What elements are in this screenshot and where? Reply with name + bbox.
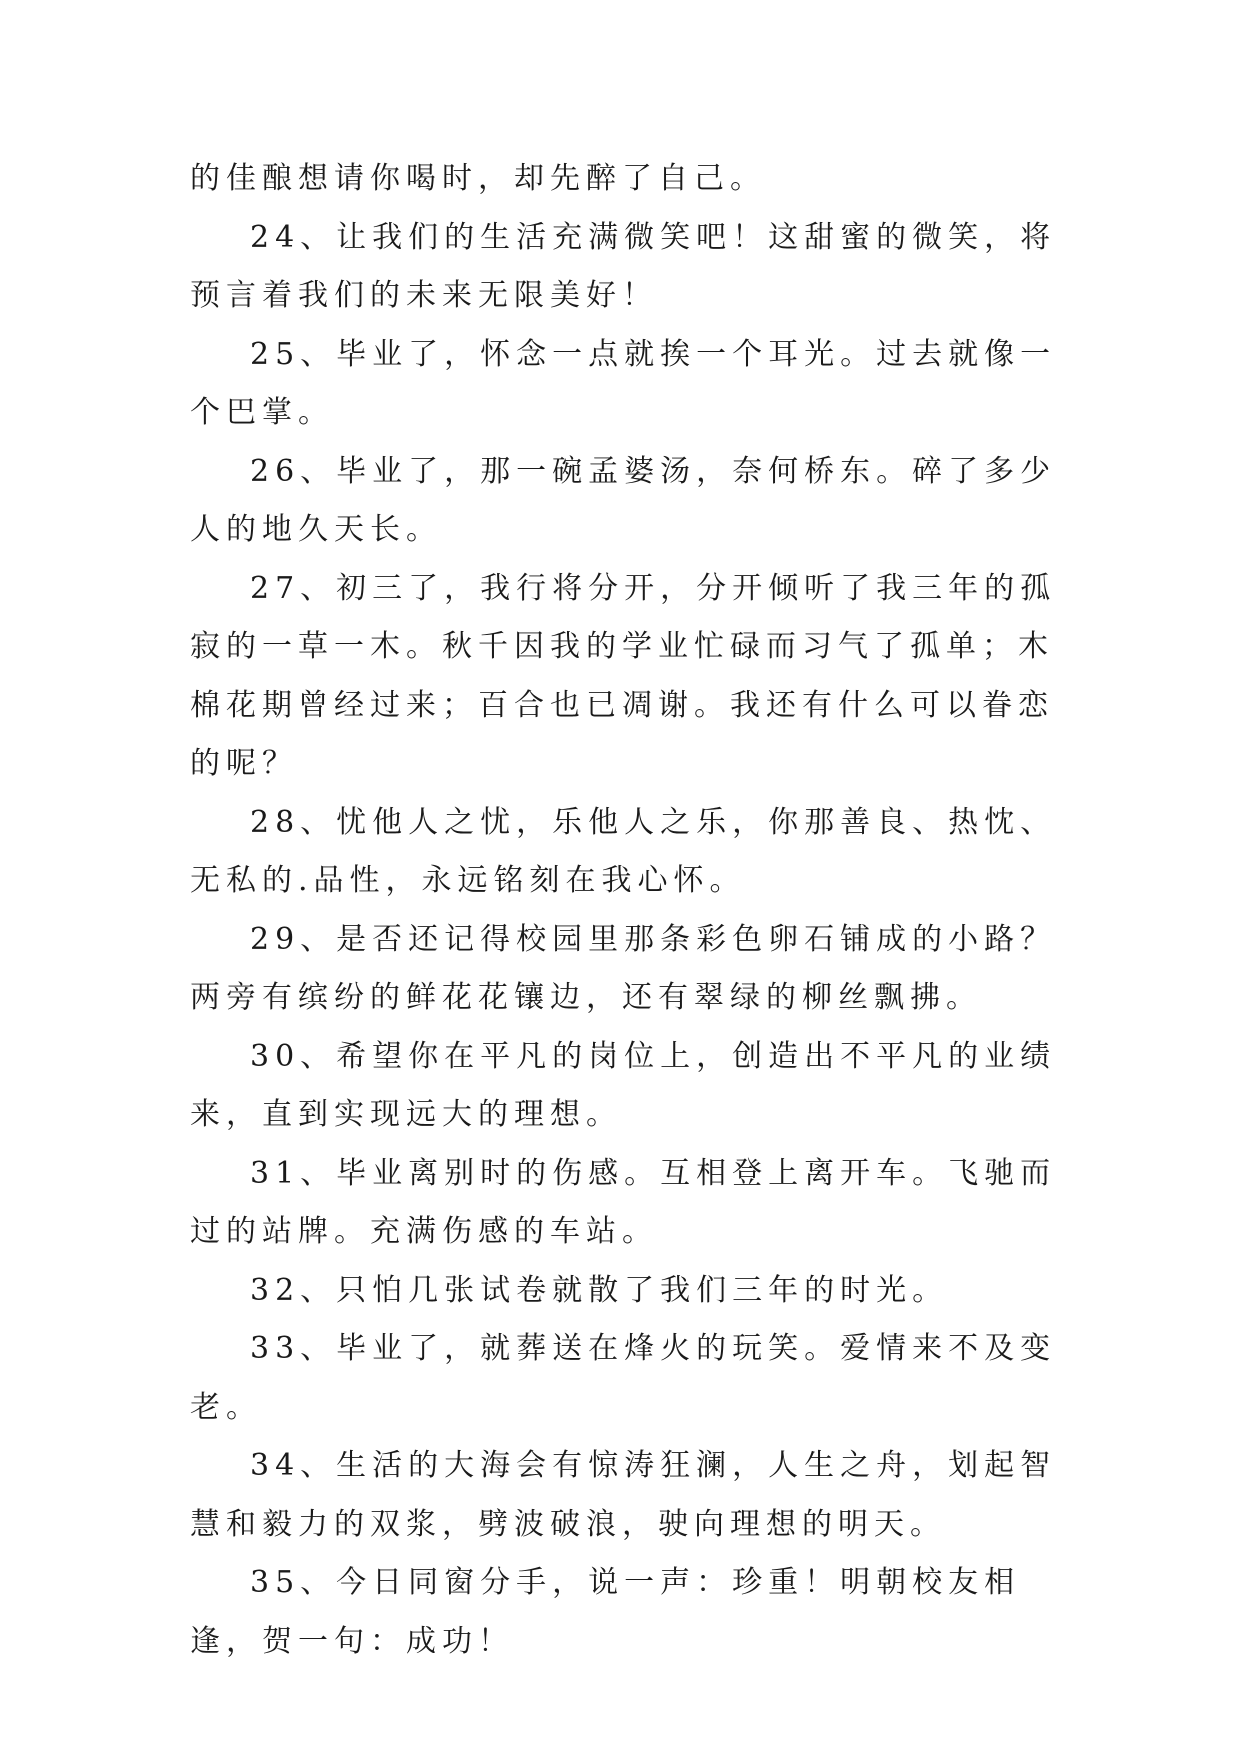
paragraph-24: 24、让我们的生活充满微笑吧！这甜蜜的微笑，将预言着我们的未来无限美好！ (190, 219, 1057, 313)
document-body (190, 150, 1060, 1671)
paragraph-30: 30、希望你在平凡的岗位上，创造出不平凡的业绩来，直到实现远大的理想。 (190, 1038, 1057, 1132)
paragraph-31: 31、毕业离别时的伤感。互相登上离开车。飞驰而过的站牌。充满伤感的车站。 (190, 1155, 1057, 1249)
paragraph-29: 29、是否还记得校园里那条彩色卵石铺成的小路？两旁有缤纷的鲜花花镶边，还有翠绿的柳丝飘拂。 (190, 921, 1057, 1015)
paragraph-26: 26、毕业了，那一碗孟婆汤，奈何桥东。碎了多少人的地久天长。 (190, 453, 1057, 547)
paragraph-continuation: 的佳酿想请你喝时，却先醉了自己。 (190, 161, 766, 196)
paragraph-33: 33、毕业了，就葬送在烽火的玩笑。爱情来不及变老。 (190, 1331, 1057, 1425)
paragraph-32: 32、只怕几张试卷就散了我们三年的时光。 (250, 1272, 949, 1308)
paragraph-27: 27、初三了，我行将分开，分开倾听了我三年的孤寂的一草一木。秋千因我的学业忙碌而习气了孤单；木棉花期曾经过来；百合也已凋谢。我还有什么可以眷恋的呢？ (190, 570, 1057, 781)
paragraph-28: 28、忧他人之忧，乐他人之乐，你那善良、热忱、无私的.品性，永远铭刻在我心怀。 (190, 804, 1057, 898)
paragraph-25: 25、毕业了，怀念一点就挨一个耳光。过去就像一个巴掌。 (190, 336, 1057, 430)
paragraph-35: 35、今日同窗分手，说一声：珍重！明朝校友相逢，贺一句：成功！ (190, 1565, 1021, 1659)
paragraph-34: 34、生活的大海会有惊涛狂澜，人生之舟，划起智慧和毅力的双浆，劈波破浪，驶向理想的明天。 (190, 1448, 1057, 1542)
